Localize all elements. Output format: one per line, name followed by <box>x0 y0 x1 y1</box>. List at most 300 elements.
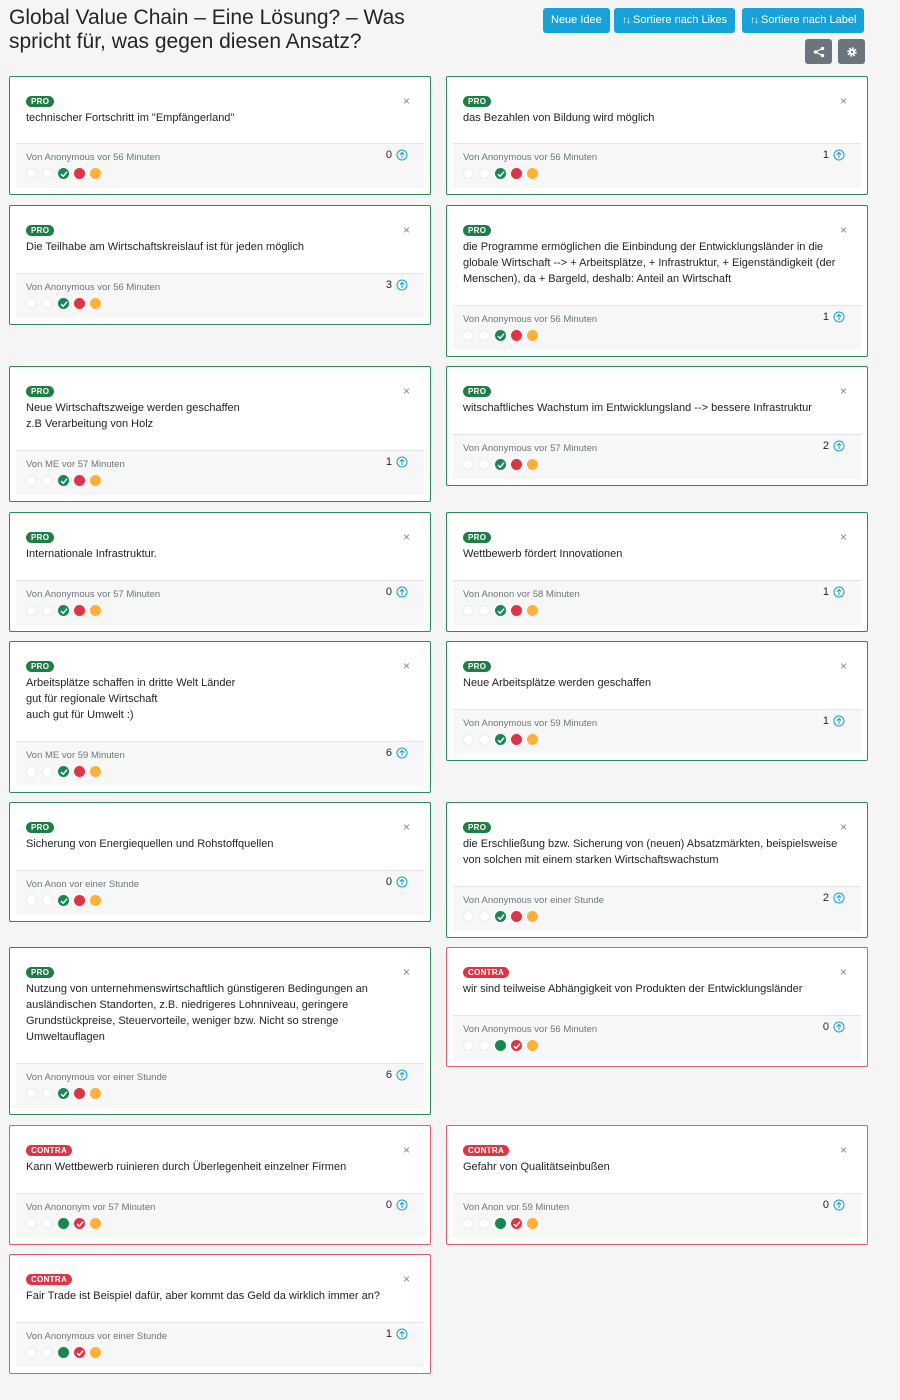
card-body <box>453 809 861 931</box>
like-count: 3 <box>385 279 392 291</box>
label-selector <box>463 330 538 341</box>
author-timestamp: Von Anon vor 59 Minuten <box>463 1202 570 1213</box>
gear-icon <box>846 46 858 58</box>
card-body <box>16 648 424 786</box>
sort-icon: ↑↓ <box>750 15 758 26</box>
author-timestamp: Von Anonymous vor 56 Minuten <box>463 152 598 163</box>
vote-contra-dot[interactable] <box>74 298 85 309</box>
check-icon <box>60 170 68 178</box>
vote-neutral-dot[interactable] <box>90 475 101 486</box>
new-idea-button[interactable]: Neue Idee <box>543 8 610 33</box>
like-count: 0 <box>385 1199 392 1211</box>
vote-contra-check-dot[interactable] <box>74 1218 85 1229</box>
upvote-icon[interactable] <box>396 876 408 888</box>
label-badge: PRO <box>26 96 54 107</box>
vote-contra-dot[interactable] <box>511 605 522 616</box>
author-timestamp: Von ME vor 57 Minuten <box>26 459 125 470</box>
label-dot-empty[interactable] <box>463 1040 474 1051</box>
card-body <box>16 1132 424 1238</box>
label-dot-empty[interactable] <box>42 1218 53 1229</box>
vote-neutral-dot[interactable] <box>90 1347 101 1358</box>
like-count: 1 <box>385 456 392 468</box>
idea-card <box>9 512 431 632</box>
label-dot-empty[interactable] <box>463 330 474 341</box>
label-selector <box>26 895 101 906</box>
label-badge: PRO <box>26 661 54 672</box>
idea-card <box>446 366 868 486</box>
label-dot-empty[interactable] <box>42 766 53 777</box>
check-icon <box>513 1042 521 1050</box>
label-badge: PRO <box>463 532 491 543</box>
idea-text: Sicherung von Energiequellen und Rohstoffquellen <box>26 838 274 850</box>
idea-card <box>446 947 868 1067</box>
label-dot-empty[interactable] <box>26 475 37 486</box>
card-footer <box>16 450 424 495</box>
idea-card <box>9 947 431 1115</box>
label-dot-empty[interactable] <box>479 330 490 341</box>
idea-card <box>9 76 431 195</box>
idea-text: Die Teilhabe am Wirtschaftskreislauf ist für jeden möglich <box>26 241 304 253</box>
close-icon[interactable]: × <box>839 384 847 398</box>
label-dot-empty[interactable] <box>463 911 474 922</box>
upvote-icon[interactable] <box>396 1328 408 1340</box>
upvote-icon[interactable] <box>833 892 845 904</box>
like-counter <box>386 876 408 888</box>
label-badge: PRO <box>26 225 54 236</box>
label-dot-empty[interactable] <box>42 298 53 309</box>
like-count: 1 <box>822 715 829 727</box>
label-selector <box>26 475 101 486</box>
label-dot-empty[interactable] <box>479 168 490 179</box>
card-body <box>16 809 424 915</box>
label-selector <box>26 1347 101 1358</box>
label-dot-empty[interactable] <box>463 605 474 616</box>
check-icon <box>497 607 505 615</box>
label-selector <box>463 459 538 470</box>
idea-card <box>446 205 868 357</box>
close-icon[interactable]: × <box>839 659 847 673</box>
close-icon[interactable]: × <box>402 965 410 979</box>
idea-text: technischer Fortschritt im "Empfängerland" <box>26 112 235 124</box>
card-footer <box>16 273 424 318</box>
check-icon <box>497 170 505 178</box>
label-badge: PRO <box>463 96 491 107</box>
close-icon[interactable]: × <box>402 384 410 398</box>
idea-card <box>446 1125 868 1245</box>
label-dot-empty[interactable] <box>463 168 474 179</box>
author-timestamp: Von Anonymous vor 56 Minuten <box>26 282 161 293</box>
sort-by-likes-label: Sortiere nach Likes <box>633 14 728 26</box>
check-icon <box>60 768 68 776</box>
label-dot-empty[interactable] <box>26 298 37 309</box>
like-count: 1 <box>385 1328 392 1340</box>
like-counter <box>823 440 845 452</box>
share-icon <box>813 46 825 58</box>
card-body <box>453 519 861 625</box>
like-counter <box>823 149 845 161</box>
vote-contra-dot[interactable] <box>511 734 522 745</box>
upvote-icon[interactable] <box>396 586 408 598</box>
check-icon <box>60 897 68 905</box>
card-footer <box>453 709 861 754</box>
idea-text: Arbeitsplätze schaffen in dritte Welt Länder gut für regionale Wirtschaft auch gut für Umwelt :) <box>26 677 236 721</box>
page-title: Global Value Chain – Eine Lösung? – Was spricht für, was gegen diesen Ansatz? <box>9 6 405 53</box>
label-dot-empty[interactable] <box>479 911 490 922</box>
like-counter <box>823 1199 845 1211</box>
label-dot-empty[interactable] <box>42 475 53 486</box>
vote-pro-check-dot[interactable] <box>495 605 506 616</box>
card-footer <box>453 580 861 625</box>
vote-pro-check-dot[interactable] <box>495 459 506 470</box>
idea-card <box>446 512 868 632</box>
close-icon[interactable]: × <box>839 965 847 979</box>
upvote-icon[interactable] <box>396 1199 408 1211</box>
label-dot-empty[interactable] <box>42 895 53 906</box>
share-button[interactable] <box>805 39 832 64</box>
label-badge: CONTRA <box>463 967 509 978</box>
vote-neutral-dot[interactable] <box>527 168 538 179</box>
idea-card <box>9 366 431 502</box>
vote-contra-dot[interactable] <box>511 459 522 470</box>
close-icon[interactable]: × <box>402 530 410 544</box>
idea-card <box>9 1254 431 1374</box>
like-counter <box>386 456 408 468</box>
sort-icon: ↑↓ <box>622 15 630 26</box>
like-counter <box>823 586 845 598</box>
like-counter <box>823 311 845 323</box>
card-footer <box>16 1322 424 1367</box>
label-badge: PRO <box>26 822 54 833</box>
label-dot-empty[interactable] <box>42 1347 53 1358</box>
like-counter <box>386 747 408 759</box>
author-timestamp: Von Anonymous vor 56 Minuten <box>463 1024 598 1035</box>
vote-neutral-dot[interactable] <box>527 1218 538 1229</box>
vote-pro-check-dot[interactable] <box>495 168 506 179</box>
like-counter <box>823 892 845 904</box>
like-count: 0 <box>385 876 392 888</box>
upvote-icon[interactable] <box>396 1069 408 1081</box>
close-icon[interactable]: × <box>839 1143 847 1157</box>
upvote-icon[interactable] <box>833 1021 845 1033</box>
vote-neutral-dot[interactable] <box>90 605 101 616</box>
vote-contra-dot[interactable] <box>511 911 522 922</box>
author-timestamp: Von Anonymous vor 56 Minuten <box>463 314 598 325</box>
vote-pro-dot[interactable] <box>58 1347 69 1358</box>
close-icon[interactable]: × <box>402 1272 410 1286</box>
label-dot-empty[interactable] <box>26 168 37 179</box>
author-timestamp: Von Anonymous vor 59 Minuten <box>463 718 598 729</box>
vote-pro-check-dot[interactable] <box>58 895 69 906</box>
label-selector <box>26 1218 101 1229</box>
vote-contra-dot[interactable] <box>511 330 522 341</box>
like-count: 6 <box>385 747 392 759</box>
vote-neutral-dot[interactable] <box>527 1040 538 1051</box>
idea-text: Internationale Infrastruktur. <box>26 548 157 560</box>
card-body <box>453 648 861 754</box>
like-counter <box>386 1199 408 1211</box>
upvote-icon[interactable] <box>833 1199 845 1211</box>
label-badge: PRO <box>26 967 54 978</box>
label-badge: CONTRA <box>463 1145 509 1156</box>
upvote-icon[interactable] <box>396 456 408 468</box>
label-selector <box>463 734 538 745</box>
card-body <box>453 954 861 1060</box>
vote-contra-dot[interactable] <box>74 1088 85 1099</box>
like-count: 2 <box>822 440 829 452</box>
vote-pro-check-dot[interactable] <box>58 605 69 616</box>
idea-text: wir sind teilweise Abhängigkeit von Produkten der Entwicklungsländer <box>463 983 803 995</box>
vote-contra-dot[interactable] <box>74 766 85 777</box>
idea-text: Fair Trade ist Beispiel dafür, aber kommt das Geld da wirklich immer an? <box>26 1290 380 1302</box>
sort-by-likes-button[interactable] <box>614 8 735 33</box>
label-dot-empty[interactable] <box>26 605 37 616</box>
idea-text: die Erschließung bzw. Sicherung von (neuen) Absatzmärkten, beispielsweise von solchen mit einem starken Wirtschaftswachstum <box>463 838 838 866</box>
vote-contra-check-dot[interactable] <box>511 1040 522 1051</box>
idea-text: die Programme ermöglichen die Einbindung der Entwicklungsländer in die globale Wirtschaft --> + Arbeitsplätze, + Infrastruktur, + Eigenständigkeit (der Menschen), da + Bargeld, deshalb: Anteil an Wirtschaft <box>463 241 836 285</box>
idea-card <box>9 802 431 922</box>
close-icon[interactable]: × <box>839 820 847 834</box>
close-icon[interactable]: × <box>402 820 410 834</box>
vote-neutral-dot[interactable] <box>527 330 538 341</box>
vote-neutral-dot[interactable] <box>90 1218 101 1229</box>
author-timestamp: Von ME vor 59 Minuten <box>26 750 125 761</box>
label-selector <box>463 168 538 179</box>
card-footer <box>453 434 861 479</box>
label-selector <box>26 605 101 616</box>
card-body <box>16 519 424 625</box>
close-icon[interactable]: × <box>839 94 847 108</box>
close-icon[interactable]: × <box>402 223 410 237</box>
label-dot-empty[interactable] <box>26 895 37 906</box>
card-footer <box>16 143 424 188</box>
check-icon <box>60 607 68 615</box>
vote-pro-dot[interactable] <box>495 1040 506 1051</box>
label-selector <box>463 1040 538 1051</box>
vote-contra-dot[interactable] <box>74 895 85 906</box>
vote-pro-dot[interactable] <box>58 1218 69 1229</box>
check-icon <box>60 300 68 308</box>
vote-neutral-dot[interactable] <box>527 911 538 922</box>
check-icon <box>497 913 505 921</box>
like-count: 2 <box>822 892 829 904</box>
vote-pro-check-dot[interactable] <box>495 911 506 922</box>
card-body <box>16 373 424 495</box>
label-dot-empty[interactable] <box>463 1218 474 1229</box>
card-body <box>16 212 424 318</box>
card-body <box>453 212 861 350</box>
vote-pro-check-dot[interactable] <box>58 1088 69 1099</box>
sort-by-label-button[interactable] <box>742 8 864 33</box>
vote-pro-check-dot[interactable] <box>58 475 69 486</box>
vote-neutral-dot[interactable] <box>527 734 538 745</box>
vote-pro-check-dot[interactable] <box>58 766 69 777</box>
label-dot-empty[interactable] <box>479 459 490 470</box>
check-icon <box>497 736 505 744</box>
label-selector <box>26 1088 101 1099</box>
idea-text: Kann Wettbewerb ruinieren durch Überlegenheit einzelner Firmen <box>26 1161 347 1173</box>
label-dot-empty[interactable] <box>26 1347 37 1358</box>
label-selector <box>26 168 101 179</box>
idea-card <box>9 1125 431 1245</box>
check-icon <box>60 477 68 485</box>
vote-contra-check-dot[interactable] <box>74 1347 85 1358</box>
vote-contra-dot[interactable] <box>511 168 522 179</box>
like-count: 0 <box>385 149 392 161</box>
like-count: 6 <box>385 1069 392 1081</box>
label-badge: PRO <box>26 532 54 543</box>
like-counter <box>386 279 408 291</box>
label-selector <box>26 766 101 777</box>
upvote-icon[interactable] <box>833 586 845 598</box>
idea-card <box>446 76 868 195</box>
idea-text: Wettbewerb fördert Innovationen <box>463 548 623 560</box>
vote-pro-check-dot[interactable] <box>495 330 506 341</box>
sort-by-label-label: Sortiere nach Label <box>761 14 857 26</box>
like-counter <box>386 149 408 161</box>
close-icon[interactable]: × <box>839 223 847 237</box>
card-footer <box>16 1193 424 1238</box>
idea-card <box>9 205 431 325</box>
upvote-icon[interactable] <box>833 311 845 323</box>
close-icon[interactable]: × <box>402 659 410 673</box>
author-timestamp: Von Anonymous vor 57 Minuten <box>26 589 161 600</box>
vote-neutral-dot[interactable] <box>90 298 101 309</box>
label-dot-empty[interactable] <box>26 766 37 777</box>
vote-pro-check-dot[interactable] <box>495 734 506 745</box>
check-icon <box>497 461 505 469</box>
label-selector <box>463 1218 538 1229</box>
vote-neutral-dot[interactable] <box>90 895 101 906</box>
check-icon <box>76 1220 84 1228</box>
author-timestamp: Von Anonymous vor einer Stunde <box>26 1331 168 1342</box>
vote-neutral-dot[interactable] <box>90 168 101 179</box>
vote-pro-check-dot[interactable] <box>58 298 69 309</box>
upvote-icon[interactable] <box>833 715 845 727</box>
vote-neutral-dot[interactable] <box>527 605 538 616</box>
author-timestamp: Von Anononym vor 57 Minuten <box>26 1202 156 1213</box>
close-icon[interactable]: × <box>402 1143 410 1157</box>
like-count: 1 <box>822 311 829 323</box>
like-count: 0 <box>385 586 392 598</box>
label-dot-empty[interactable] <box>479 605 490 616</box>
upvote-icon[interactable] <box>396 149 408 161</box>
label-selector <box>463 605 538 616</box>
label-dot-empty[interactable] <box>42 1088 53 1099</box>
vote-contra-dot[interactable] <box>74 475 85 486</box>
like-count: 0 <box>822 1199 829 1211</box>
vote-neutral-dot[interactable] <box>90 766 101 777</box>
check-icon <box>497 332 505 340</box>
card-footer <box>16 1063 424 1108</box>
idea-text: Nutzung von unternehmenswirtschaftlich günstigeren Bedingungen an ausländischen Standorten, z.B. niedrigeres Lohnniveau, geringere Grundstückpreise, Steuervorteile, weniger bzw. Nicht so strenge Umweltauflagen <box>26 983 368 1043</box>
like-count: 1 <box>822 586 829 598</box>
idea-text: witschaftliches Wachstum im Entwicklungsland --> bessere Infrastruktur <box>463 402 812 414</box>
label-badge: PRO <box>463 822 491 833</box>
card-body <box>453 1132 861 1238</box>
label-dot-empty[interactable] <box>479 1040 490 1051</box>
author-timestamp: Von Anonymous vor einer Stunde <box>26 1072 168 1083</box>
upvote-icon[interactable] <box>396 747 408 759</box>
card-body <box>16 954 424 1108</box>
idea-card <box>446 641 868 761</box>
label-dot-empty[interactable] <box>42 168 53 179</box>
author-timestamp: Von Anonymous vor 56 Minuten <box>26 152 161 163</box>
like-counter <box>386 1328 408 1340</box>
card-body <box>453 83 861 188</box>
label-dot-empty[interactable] <box>26 1088 37 1099</box>
close-icon[interactable]: × <box>402 94 410 108</box>
check-icon <box>60 1090 68 1098</box>
vote-pro-dot[interactable] <box>495 1218 506 1229</box>
like-counter <box>386 586 408 598</box>
label-dot-empty[interactable] <box>42 605 53 616</box>
author-timestamp: Von Anonymous vor 57 Minuten <box>463 443 598 454</box>
label-dot-empty[interactable] <box>26 1218 37 1229</box>
vote-pro-check-dot[interactable] <box>58 168 69 179</box>
idea-text: Neue Wirtschaftszweige werden geschaffen z.B Verarbeitung von Holz <box>26 402 240 430</box>
label-badge: CONTRA <box>26 1145 72 1156</box>
like-counter <box>823 1021 845 1033</box>
check-icon <box>76 1349 84 1357</box>
idea-text: Neue Arbeitsplätze werden geschaffen <box>463 677 652 689</box>
label-badge: PRO <box>463 386 491 397</box>
close-icon[interactable]: × <box>839 530 847 544</box>
idea-text: das Bezahlen von Bildung wird möglich <box>463 112 655 124</box>
vote-neutral-dot[interactable] <box>527 459 538 470</box>
card-footer <box>16 580 424 625</box>
author-timestamp: Von Anon vor einer Stunde <box>26 879 140 890</box>
label-selector <box>463 911 538 922</box>
label-dot-empty[interactable] <box>463 734 474 745</box>
check-icon <box>513 1220 521 1228</box>
author-timestamp: Von Anonon vor 58 Minuten <box>463 589 580 600</box>
card-footer <box>453 1193 861 1238</box>
vote-contra-dot[interactable] <box>74 168 85 179</box>
author-timestamp: Von Anonymous vor einer Stunde <box>463 895 605 906</box>
upvote-icon[interactable] <box>396 279 408 291</box>
upvote-icon[interactable] <box>833 149 845 161</box>
card-footer <box>453 305 861 350</box>
label-badge: PRO <box>26 386 54 397</box>
label-selector <box>26 298 101 309</box>
card-body <box>453 373 861 479</box>
label-badge: CONTRA <box>26 1274 72 1285</box>
like-count: 0 <box>822 1021 829 1033</box>
like-counter <box>823 715 845 727</box>
label-dot-empty[interactable] <box>463 459 474 470</box>
idea-card <box>446 802 868 938</box>
card-footer <box>16 741 424 786</box>
card-footer <box>453 143 861 188</box>
card-footer <box>453 886 861 931</box>
card-body <box>16 83 424 188</box>
label-dot-empty[interactable] <box>479 1218 490 1229</box>
like-counter <box>386 1069 408 1081</box>
vote-neutral-dot[interactable] <box>90 1088 101 1099</box>
card-footer <box>16 870 424 915</box>
vote-contra-dot[interactable] <box>74 605 85 616</box>
card-footer <box>453 1015 861 1060</box>
label-badge: PRO <box>463 225 491 236</box>
idea-text: Gefahr von Qualitätseinbußen <box>463 1161 610 1173</box>
label-badge: PRO <box>463 661 491 672</box>
card-body <box>16 1261 424 1367</box>
vote-contra-check-dot[interactable] <box>511 1218 522 1229</box>
upvote-icon[interactable] <box>833 440 845 452</box>
settings-button[interactable] <box>838 39 865 64</box>
like-count: 1 <box>822 149 829 161</box>
label-dot-empty[interactable] <box>479 734 490 745</box>
